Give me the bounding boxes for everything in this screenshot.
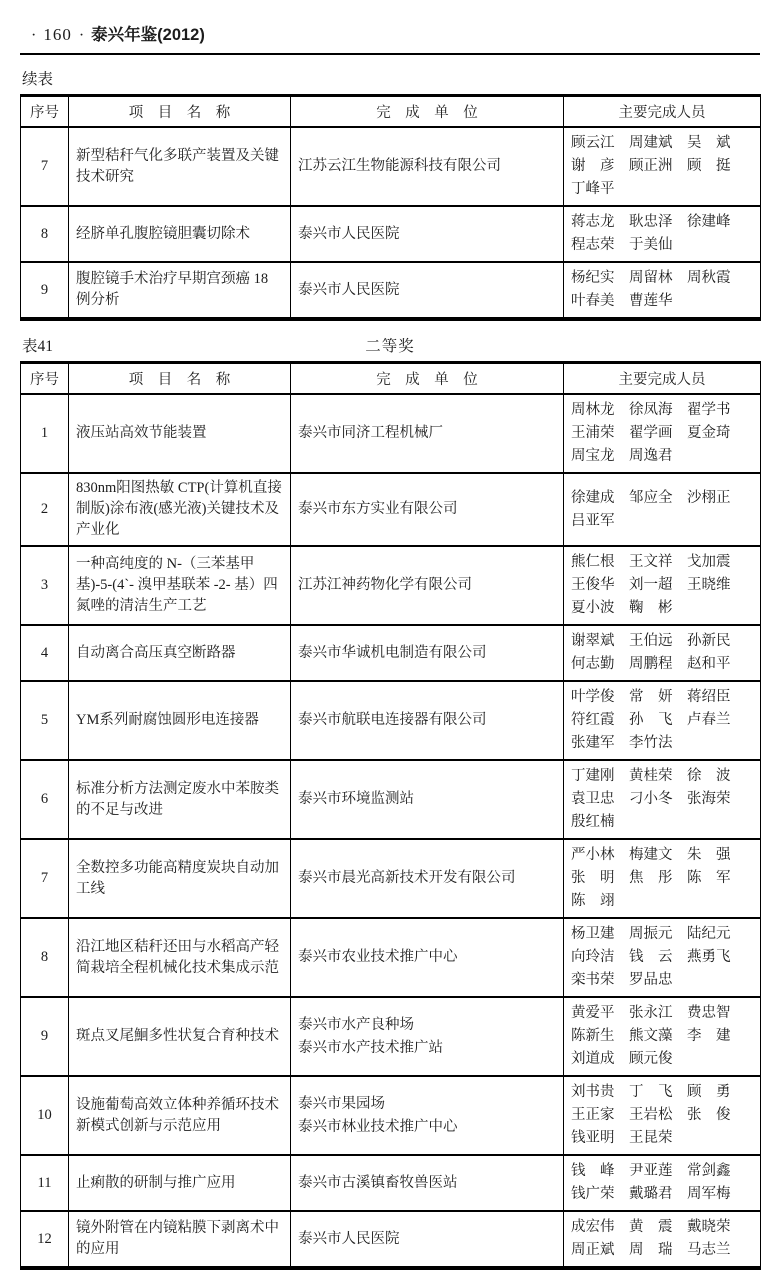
- row-number: 1: [40, 425, 49, 441]
- header-rule: [20, 53, 760, 55]
- continued-table: [20, 94, 761, 321]
- main-personnel: [564, 206, 761, 262]
- row-number: 10: [21, 1076, 69, 1155]
- table-row: [21, 997, 761, 1076]
- personnel-line: 丁建刚 黄桂荣 徐 波: [571, 768, 731, 784]
- unit-line: 江苏云江生物能源科技有限公司: [298, 158, 501, 174]
- personnel-line: 成宏伟 黄 震 戴晓荣: [571, 1219, 731, 1235]
- main-personnel: [564, 1211, 761, 1268]
- col-header-personnel: 主要完成人员: [564, 96, 761, 128]
- unit-line: 泰兴市果园场: [298, 1095, 385, 1112]
- main-personnel: [564, 918, 761, 997]
- col-header-personnel: 主要完成人员: [564, 363, 761, 395]
- completing-unit: [291, 997, 564, 1076]
- col-header-no: 序号: [21, 363, 69, 395]
- continued-table-label: 续表: [22, 71, 54, 88]
- main-personnel: [564, 127, 761, 206]
- personnel-line: 蒋志龙 耿忠泽 徐建峰: [571, 214, 731, 230]
- personnel-line: 周正斌 周 瑞 马志兰: [571, 1242, 731, 1258]
- unit-line: 泰兴市同济工程机械厂: [298, 425, 443, 441]
- unit-line: 泰兴市环境监测站: [298, 791, 414, 807]
- completing-unit: [291, 918, 564, 997]
- personnel-line: 栾书荣 罗品忠: [571, 972, 673, 988]
- project-name: 标准分析方法测定废水中苯胺类的不足与改进: [69, 760, 291, 839]
- header-dot-right: ·: [78, 27, 85, 44]
- main-personnel: [564, 546, 761, 625]
- table-row: [21, 681, 761, 760]
- table-row: [21, 625, 761, 681]
- personnel-line: 王俊华 刘一超 王晓维: [571, 577, 731, 593]
- second-prize-table: [20, 361, 761, 1270]
- main-personnel: [564, 625, 761, 681]
- table-row: [21, 546, 761, 625]
- main-personnel: [564, 1155, 761, 1211]
- personnel-line: 张 明 焦 彤 陈 军: [571, 870, 731, 886]
- personnel-line: 丁峰平: [571, 181, 615, 197]
- personnel-line: 王浦荣 翟学画 夏金琦: [571, 425, 731, 441]
- row-number: 2: [21, 473, 69, 546]
- personnel-line: 徐建成 邹应全 沙栩正: [571, 489, 731, 506]
- personnel-line: 周宝龙 周逸君: [571, 448, 673, 464]
- row-number: 9: [21, 262, 69, 319]
- unit-line: 泰兴市人民医院: [298, 1230, 400, 1247]
- row-number: 7: [40, 158, 49, 174]
- unit-line: 泰兴市华诚机电制造有限公司: [298, 644, 487, 661]
- completing-unit: [291, 1211, 564, 1268]
- completing-unit: [291, 394, 564, 473]
- unit-line: 江苏江神药物化学有限公司: [298, 577, 472, 593]
- row-number: 11: [21, 1155, 69, 1211]
- table-row: [21, 394, 761, 473]
- completing-unit: [291, 760, 564, 839]
- table-row: [21, 206, 761, 262]
- unit-line: 泰兴市东方实业有限公司: [298, 501, 458, 517]
- table-row: [21, 1076, 761, 1155]
- main-personnel: [564, 473, 761, 546]
- row-number: 4: [21, 625, 69, 681]
- project-name: 液压站高效节能装置: [69, 394, 291, 473]
- personnel-line: 程志荣 于美仙: [571, 237, 673, 253]
- personnel-line: 谢翠斌 王伯远 孙新民: [571, 633, 731, 649]
- table41-caption: [20, 334, 760, 356]
- row-number: 8: [21, 206, 69, 262]
- table41-label: 表41: [22, 338, 54, 355]
- completing-unit: [291, 206, 564, 262]
- unit-line: 泰兴市人民医院: [298, 225, 400, 242]
- personnel-line: 陈新生 熊文藻 李 建: [571, 1028, 731, 1044]
- personnel-line: 杨卫建 周振元 陆纪元: [571, 926, 731, 942]
- unit-line: 泰兴市林业技术推广中心: [298, 1118, 458, 1135]
- project-name: 镜外附管在内镜粘膜下剥离术中的应用: [69, 1211, 291, 1268]
- main-personnel: [564, 394, 761, 473]
- main-personnel: [564, 262, 761, 319]
- unit-line: 泰兴市水产良种场: [298, 1016, 414, 1033]
- personnel-line: 刘道成 顾元俊: [571, 1051, 673, 1067]
- personnel-line: 符红霞 孙 飞 卢春兰: [571, 712, 731, 728]
- project-name: 止痢散的研制与推广应用: [69, 1155, 291, 1211]
- main-personnel: [564, 997, 761, 1076]
- main-personnel: [564, 839, 761, 918]
- personnel-line: 何志勤 周鹏程 赵和平: [571, 656, 731, 672]
- personnel-line: 叶春美 曹莲华: [571, 293, 673, 309]
- personnel-line: 钱亚明 王昆荣: [571, 1130, 673, 1146]
- personnel-line: 钱广荣 戴璐君 周军梅: [571, 1186, 731, 1202]
- personnel-line: 黄爱平 张永江 费忠智: [571, 1005, 731, 1021]
- personnel-line: 王正家 王岩松 张 俊: [571, 1107, 731, 1123]
- completing-unit: [291, 473, 564, 546]
- project-name: 830nm阳图热敏 CTP(计算机直接制版)涂布液(感光液)关键技术及产业化: [69, 473, 291, 546]
- project-name: 设施葡萄高效立体种养循环技术新模式创新与示范应用: [69, 1076, 291, 1155]
- personnel-line: 熊仁根 王文祥 戈加震: [571, 554, 731, 570]
- project-name: 全数控多功能高精度炭块自动加工线: [69, 839, 291, 918]
- col-header-unit: 完 成 单 位: [291, 363, 564, 395]
- main-personnel: [564, 1076, 761, 1155]
- main-personnel: [564, 681, 761, 760]
- personnel-line: 谢 彦 顾正洲 顾 挺: [571, 158, 731, 174]
- project-name: 自动离合高压真空断路器: [69, 625, 291, 681]
- table-row: [21, 760, 761, 839]
- table-row: [21, 918, 761, 997]
- completing-unit: [291, 262, 564, 319]
- table-header-row: [21, 96, 761, 128]
- table-row: [21, 473, 761, 546]
- personnel-line: 叶学俊 常 妍 蒋绍臣: [571, 689, 731, 705]
- unit-line: 泰兴市人民医院: [298, 281, 400, 298]
- table-row: [21, 127, 761, 206]
- project-name: 沿江地区秸秆还田与水稻高产轻简栽培全程机械化技术集成示范: [69, 918, 291, 997]
- personnel-line: 袁卫忠 刁小冬 张海荣: [571, 791, 731, 807]
- project-name: YM系列耐腐蚀圆形电连接器: [69, 681, 291, 760]
- personnel-line: 严小林 梅建文 朱 强: [571, 847, 731, 863]
- project-name: 斑点叉尾鮰多性状复合育种技术: [69, 997, 291, 1076]
- completing-unit: [291, 546, 564, 625]
- personnel-line: 向玲洁 钱 云 燕勇飞: [571, 949, 731, 965]
- table-row: [21, 1211, 761, 1268]
- personnel-line: 吕亚军: [571, 512, 615, 529]
- personnel-line: 刘书贵 丁 飞 顾 勇: [571, 1084, 731, 1100]
- row-number: 3: [21, 546, 69, 625]
- unit-line: 泰兴市农业技术推广中心: [298, 949, 458, 965]
- book-title: 泰兴年鉴(2012): [91, 26, 205, 44]
- project-name: 一种高纯度的 N-（三苯基甲基)-5-(4`- 溴甲基联苯 -2- 基）四氮唑的清洁生产工艺: [69, 546, 291, 625]
- completing-unit: [291, 127, 564, 206]
- main-personnel: [564, 760, 761, 839]
- table-row: [21, 839, 761, 918]
- personnel-line: 陈 翊: [571, 893, 615, 909]
- personnel-line: 周林龙 徐凤海 翟学书: [571, 402, 731, 418]
- completing-unit: [291, 625, 564, 681]
- col-header-unit: 完 成 单 位: [291, 96, 564, 128]
- completing-unit: [291, 1076, 564, 1155]
- header-dot-left: ·: [31, 27, 37, 44]
- personnel-line: 钱 峰 尹亚莲 常剑鑫: [571, 1163, 731, 1179]
- page-header: [20, 24, 760, 47]
- project-name: 新型秸秆气化多联产装置及关键技术研究: [69, 127, 291, 206]
- table-header-row: [21, 363, 761, 395]
- table-row: [21, 1155, 761, 1211]
- personnel-line: 夏小波 鞠 彬: [571, 600, 673, 616]
- completing-unit: [291, 839, 564, 918]
- personnel-line: 张建军 李竹法: [571, 735, 673, 751]
- page-number: 160: [43, 25, 72, 44]
- project-name: 经脐单孔腹腔镜胆囊切除术: [69, 206, 291, 262]
- table41-title: 二等奖: [365, 338, 415, 355]
- completing-unit: [291, 681, 564, 760]
- col-header-no: 序号: [21, 96, 69, 128]
- personnel-line: 顾云江 周建斌 吴 斌: [571, 135, 731, 151]
- row-number: 7: [21, 839, 69, 918]
- personnel-line: 杨纪实 周留林 周秋霞: [571, 270, 731, 286]
- unit-line: 泰兴市古溪镇畜牧兽医站: [298, 1174, 458, 1191]
- row-number: 8: [21, 918, 69, 997]
- personnel-line: 殷红楠: [571, 814, 615, 830]
- row-number: 12: [21, 1211, 69, 1268]
- completing-unit: [291, 1155, 564, 1211]
- row-number: 9: [21, 997, 69, 1076]
- col-header-project: 项 目 名 称: [69, 363, 291, 395]
- col-header-project: 项 目 名 称: [69, 96, 291, 128]
- unit-line: 泰兴市航联电连接器有限公司: [298, 712, 487, 728]
- row-number: 5: [21, 681, 69, 760]
- unit-line: 泰兴市晨光高新技术开发有限公司: [298, 870, 516, 886]
- unit-line: 泰兴市水产技术推广站: [298, 1039, 443, 1056]
- table-row: [21, 262, 761, 319]
- row-number: 6: [21, 760, 69, 839]
- project-name: 腹腔镜手术治疗早期宫颈癌 18 例分析: [69, 262, 291, 319]
